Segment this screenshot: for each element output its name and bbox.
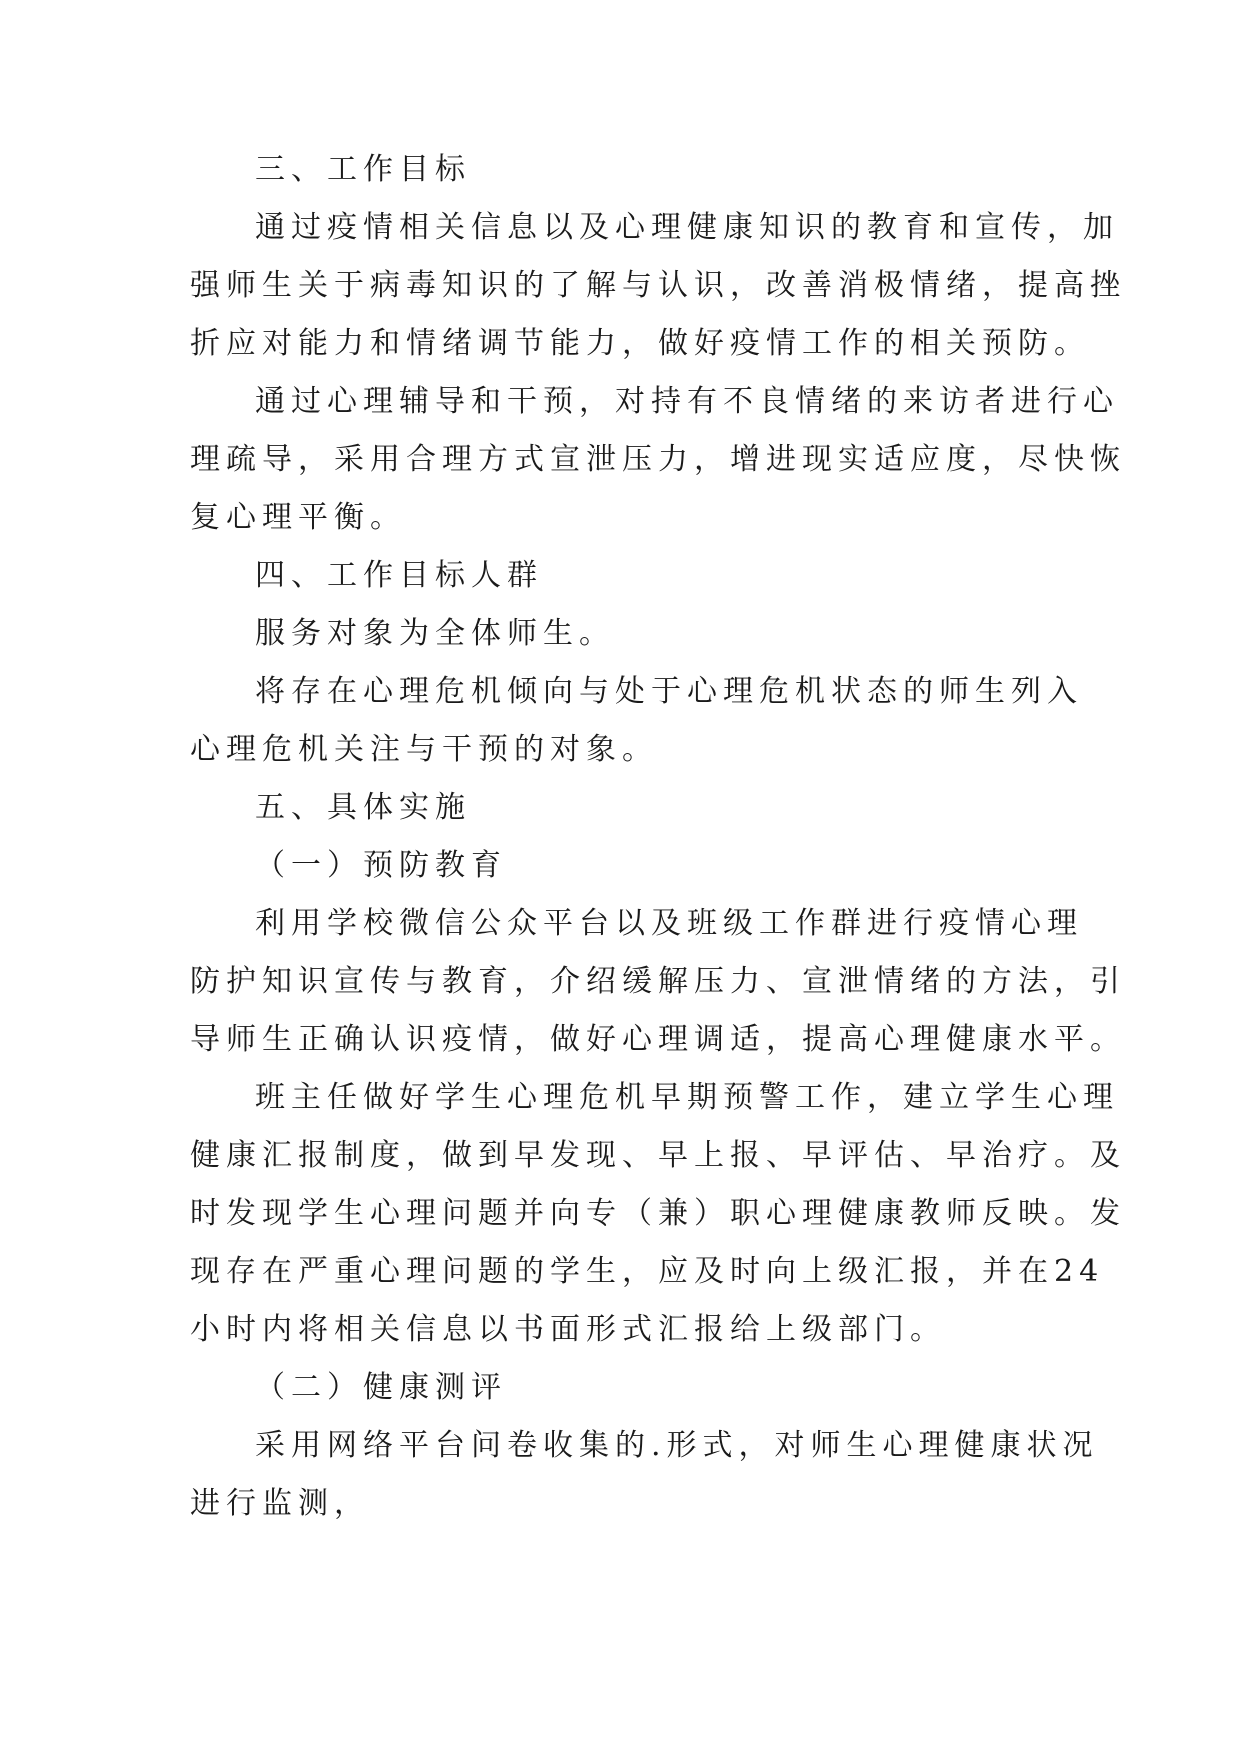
section-heading-5: 五、具体实施 xyxy=(255,790,471,825)
paragraph-line: 防护知识宣传与教育，介绍缓解压力、宣泄情绪的方法，引 xyxy=(190,964,1126,999)
paragraph-line: 时发现学生心理问题并向专（兼）职心理健康教师反映。发 xyxy=(190,1196,1126,1231)
paragraph-line: 理疏导，采用合理方式宣泄压力，增进现实适应度，尽快恢 xyxy=(190,442,1126,477)
section-heading-3: 三、工作目标 xyxy=(255,152,471,187)
paragraph-line: 复心理平衡。 xyxy=(190,500,406,535)
subsection-heading-1: （一）预防教育 xyxy=(255,848,507,883)
section-heading-4: 四、工作目标人群 xyxy=(255,558,543,593)
paragraph-line: 通过心理辅导和干预，对持有不良情绪的来访者进行心 xyxy=(255,384,1119,419)
paragraph-line: 将存在心理危机倾向与处于心理危机状态的师生列入 xyxy=(255,674,1083,709)
subsection-heading-2: （二）健康测评 xyxy=(255,1370,507,1405)
paragraph-line: 采用网络平台问卷收集的.形式，对师生心理健康状况 xyxy=(255,1428,1099,1463)
paragraph-line: 班主任做好学生心理危机早期预警工作，建立学生心理 xyxy=(255,1080,1119,1115)
paragraph-line: 现存在严重心理问题的学生，应及时向上级汇报，并在24 xyxy=(190,1254,1105,1289)
paragraph-line: 小时内将相关信息以书面形式汇报给上级部门。 xyxy=(190,1312,946,1347)
paragraph-line: 强师生关于病毒知识的了解与认识，改善消极情绪，提高挫 xyxy=(190,268,1126,303)
paragraph-line: 导师生正确认识疫情，做好心理调适，提高心理健康水平。 xyxy=(190,1022,1126,1057)
paragraph-line: 通过疫情相关信息以及心理健康知识的教育和宣传，加 xyxy=(255,210,1119,245)
paragraph-line: 利用学校微信公众平台以及班级工作群进行疫情心理 xyxy=(255,906,1083,941)
paragraph-line: 健康汇报制度，做到早发现、早上报、早评估、早治疗。及 xyxy=(190,1138,1126,1173)
paragraph-line: 心理危机关注与干预的对象。 xyxy=(190,732,658,767)
paragraph-line: 进行监测， xyxy=(190,1486,370,1521)
paragraph-line: 服务对象为全体师生。 xyxy=(255,616,615,651)
paragraph-line: 折应对能力和情绪调节能力，做好疫情工作的相关预防。 xyxy=(190,326,1090,361)
